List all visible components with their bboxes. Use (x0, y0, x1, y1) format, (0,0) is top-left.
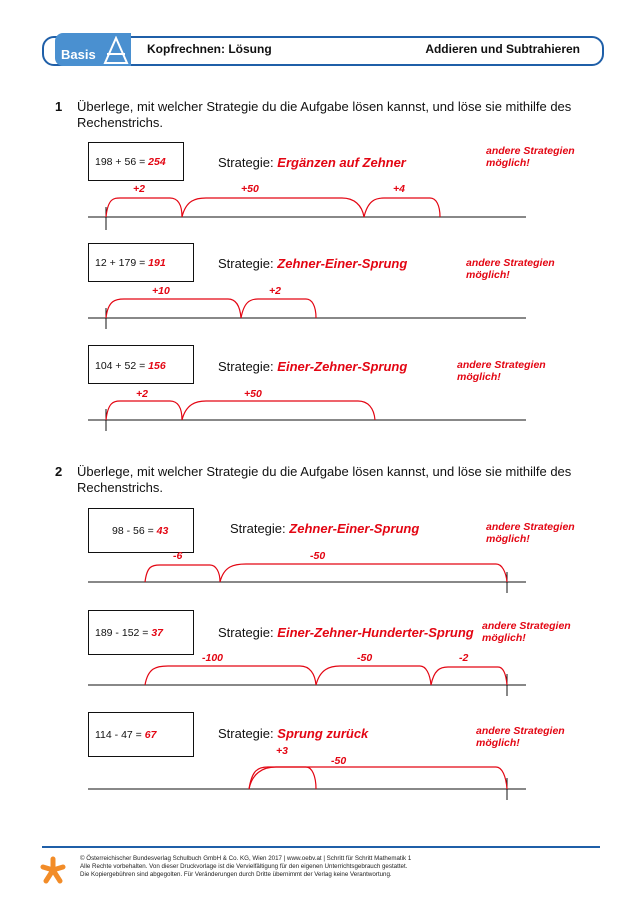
step-label: -50 (310, 550, 326, 562)
step-label: -2 (459, 652, 469, 664)
jump-arc (249, 767, 507, 789)
hint-note: andere Strategien möglich! (486, 145, 575, 169)
answer: 191 (148, 257, 166, 269)
step-label: -50 (357, 652, 373, 664)
equation: 114 - 47 = 67 (95, 729, 157, 741)
answer: 254 (148, 156, 166, 168)
strategy: Strategie: Zehner-Einer-Sprung (230, 521, 420, 536)
step-label: +2 (136, 388, 148, 400)
task-instruction: Überlege, mit welcher Strategie du die Aufgabe lösen kannst, und löse sie mithilfe des Rechenstrichs. (77, 99, 572, 130)
hint-note: andere Strategien möglich! (476, 725, 565, 749)
asterisk-logo-icon (40, 856, 66, 884)
hint-note: andere Strategien möglich! (457, 359, 546, 383)
equation: 189 - 152 = 37 (95, 627, 164, 639)
hint-note: andere Strategien möglich! (486, 521, 575, 545)
strategy: Strategie: Zehner-Einer-Sprung (218, 256, 408, 271)
footer-rule (42, 846, 600, 848)
footer-line: Die Kopiergebühren sind abgegolten. Für Veränderungen durch Dritte übernimmt der Verlag keine Verantwortung. (80, 871, 392, 878)
strategy: Strategie: Einer-Zehner-Sprung (218, 359, 408, 374)
jump-arc (182, 198, 364, 217)
jump-arc (106, 401, 182, 420)
task-number: 1 (55, 99, 63, 114)
jump-arc (145, 565, 220, 582)
strategy: Strategie: Einer-Zehner-Hunderter-Sprung (218, 625, 474, 640)
jump-arc (220, 564, 507, 582)
task-number: 2 (55, 464, 63, 479)
answer: 43 (156, 525, 169, 537)
strategy-answer: Ergänzen auf Zehner (277, 155, 406, 170)
jump-arc (249, 767, 316, 789)
step-label: +3 (276, 745, 288, 757)
footer-line: Alle Rechte vorbehalten. Von dieser Druckvorlage ist die Vervielfältigung für den eigenen Unterrichtsgebrauch gestattet. (80, 863, 408, 870)
hint-note: andere Strategien möglich! (482, 620, 571, 644)
strategy-answer: Einer-Zehner-Hunderter-Sprung (277, 625, 474, 640)
jump-arc (182, 401, 375, 420)
footer-text (80, 855, 411, 879)
step-label: +10 (152, 285, 170, 297)
level-badge-label: Basis (61, 47, 96, 62)
equation: 104 + 52 = 156 (95, 360, 166, 372)
equation: 12 + 179 = 191 (95, 257, 166, 269)
step-label: -50 (331, 755, 347, 767)
jump-arc (241, 299, 316, 318)
answer: 37 (151, 627, 164, 639)
strategy: Strategie: Ergänzen auf Zehner (218, 155, 406, 170)
jump-arc (145, 666, 316, 685)
footer-line: © Österreichischer Bundesverlag Schulbuch GmbH & Co. KG, Wien 2017 | www.oebv.at | Schritt für Schritt Mathematik 1 (80, 855, 412, 862)
jump-arc (431, 667, 507, 685)
step-label: +2 (269, 285, 281, 297)
task-instruction: Überlege, mit welcher Strategie du die Aufgabe lösen kannst, und löse sie mithilfe des Rechenstrichs. (77, 464, 572, 495)
strategy: Strategie: Sprung zurück (218, 726, 369, 741)
strategy-answer: Einer-Zehner-Sprung (277, 359, 408, 374)
jump-arc (106, 299, 241, 318)
step-label: +2 (133, 183, 145, 195)
step-label: +4 (393, 183, 405, 195)
strategy-answer: Zehner-Einer-Sprung (277, 256, 408, 271)
jump-arc (106, 198, 182, 217)
step-label: +50 (244, 388, 262, 400)
equation: 98 - 56 = 43 (112, 525, 169, 537)
answer: 67 (144, 729, 157, 741)
worksheet-topic: Addieren und Subtrahieren (425, 42, 580, 56)
step-label: +50 (241, 183, 259, 195)
step-label: -6 (173, 550, 183, 562)
worksheet-title: Kopfrechnen: Lösung (147, 42, 272, 56)
jump-arc (364, 198, 440, 217)
hint-note: andere Strategien möglich! (466, 257, 555, 281)
answer: 156 (148, 360, 166, 372)
strategy-answer: Zehner-Einer-Sprung (289, 521, 420, 536)
step-label: -100 (202, 652, 224, 664)
jump-arc (316, 666, 431, 685)
strategy-answer: Sprung zurück (277, 726, 369, 741)
equation: 198 + 56 = 254 (95, 156, 166, 168)
